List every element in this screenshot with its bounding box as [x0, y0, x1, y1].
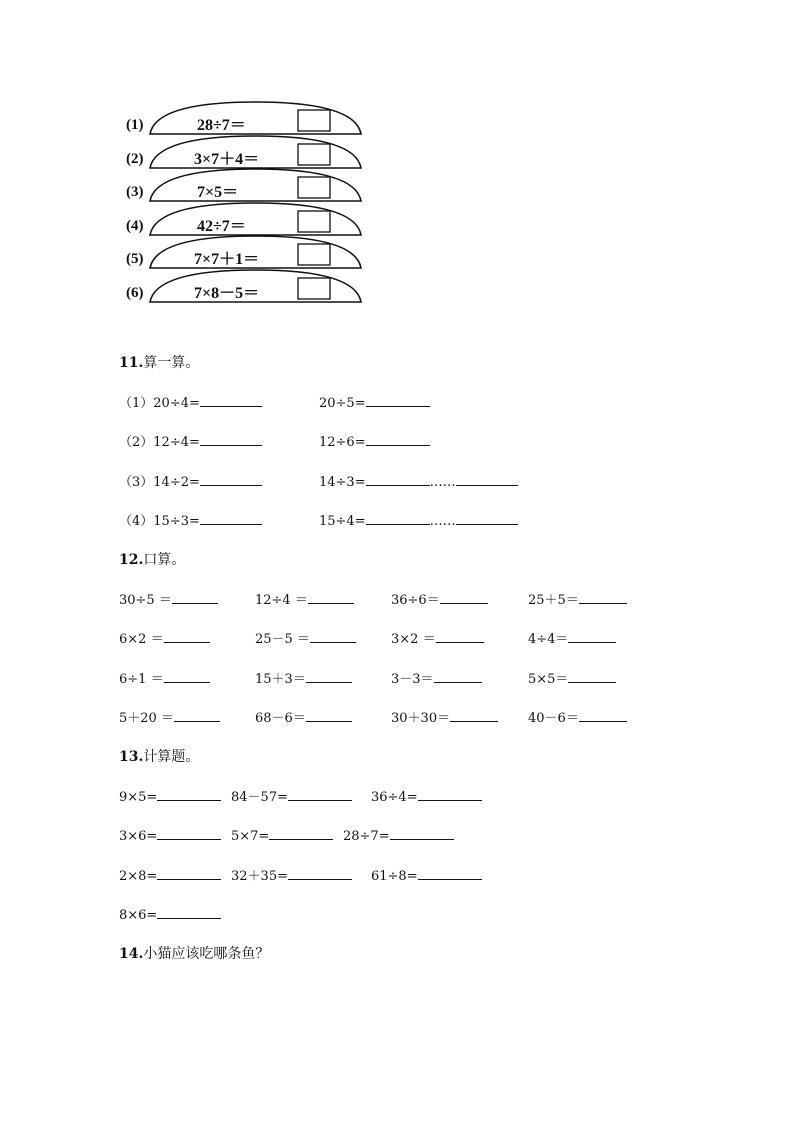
answer-blank[interactable]: [306, 707, 352, 722]
answer-box[interactable]: [298, 278, 330, 299]
calc-item: [371, 865, 482, 884]
answer-blank[interactable]: [200, 510, 262, 525]
answer-blank[interactable]: [579, 589, 627, 604]
bowl-equation: 7×8－5＝: [194, 285, 260, 302]
answer-blank[interactable]: [310, 628, 356, 643]
answer-blank[interactable]: [308, 589, 354, 604]
oral-calc-expr: 5＋20 ＝: [119, 711, 174, 726]
calc-item: [119, 786, 221, 805]
calc-item: [119, 825, 221, 844]
oral-calc-item: [391, 628, 484, 647]
calc-expr: 61÷8=: [371, 869, 418, 884]
answer-box[interactable]: [298, 110, 330, 131]
remainder-dots: ……: [429, 514, 456, 529]
oral-calc-expr: 25－5 ＝: [255, 632, 310, 647]
answer-blank[interactable]: [288, 865, 352, 880]
oral-calc-item: [255, 668, 352, 687]
oral-calc-item: [119, 668, 210, 687]
calc-expr: 32＋35=: [231, 869, 288, 884]
bowls-figure: [0, 0, 794, 320]
oral-calc-item: [255, 707, 352, 726]
bowl-number-label: (2): [126, 151, 144, 167]
oral-calc-item: [391, 589, 488, 608]
calc-item: [231, 865, 352, 884]
q11-row-1a: [119, 392, 262, 411]
answer-blank[interactable]: [288, 786, 352, 801]
answer-blank[interactable]: [366, 431, 430, 446]
answer-blank[interactable]: [436, 628, 484, 643]
bowl-number-label: (3): [126, 184, 144, 200]
oral-calc-item: [119, 628, 210, 647]
answer-blank[interactable]: [418, 786, 482, 801]
oral-calc-item: [528, 707, 627, 726]
answer-box[interactable]: [298, 211, 330, 232]
calc-expr: 5×7=: [231, 829, 270, 844]
answer-blank[interactable]: [157, 904, 221, 919]
bowl-number-label: (5): [126, 251, 144, 267]
oral-calc-item: [255, 589, 354, 608]
answer-blank[interactable]: [157, 825, 221, 840]
answer-blank[interactable]: [450, 707, 498, 722]
answer-blank[interactable]: [200, 392, 262, 407]
oral-calc-expr: 6×2 ＝: [119, 632, 164, 647]
answer-blank[interactable]: [174, 707, 220, 722]
q14-number: 14.: [119, 946, 144, 962]
q11-expr: （4）15÷3=: [119, 514, 200, 529]
calc-item: [231, 825, 333, 844]
oral-calc-expr: 25＋5＝: [528, 593, 579, 608]
answer-blank[interactable]: [418, 865, 482, 880]
q12-title: 口算。: [143, 552, 186, 568]
answer-blank[interactable]: [200, 431, 262, 446]
answer-blank[interactable]: [579, 707, 627, 722]
calc-expr: 28÷7=: [343, 829, 390, 844]
oral-calc-expr: 68－6＝: [255, 711, 306, 726]
oral-calc-expr: 36÷6＝: [391, 593, 440, 608]
q11-expr: （3）14÷2=: [119, 475, 200, 490]
calc-item: [371, 786, 482, 805]
bowl-number-label: (1): [126, 117, 144, 133]
q11-row-2b: [319, 431, 430, 450]
answer-blank[interactable]: [306, 668, 352, 683]
q11-row-1b: [319, 392, 430, 411]
calc-item: [231, 786, 352, 805]
q11-number: 11.: [119, 355, 144, 371]
answer-box[interactable]: [298, 177, 330, 198]
calc-expr: 84－57=: [231, 790, 288, 805]
remainder-blank[interactable]: [456, 471, 518, 486]
q11-expr: （2）12÷4=: [119, 435, 200, 450]
oral-calc-item: [391, 707, 498, 726]
q11-row-3a: [119, 471, 262, 490]
q11-row-4a: [119, 510, 262, 529]
q11-expr: 15÷4=: [319, 514, 366, 529]
calc-expr: 2×8=: [119, 869, 158, 884]
q11-row-4b: [319, 510, 518, 529]
q12-heading: [119, 549, 185, 569]
q11-title: 算一算。: [143, 355, 200, 371]
q13-title: 计算题。: [143, 749, 200, 765]
remainder-dots: ……: [429, 475, 456, 490]
q14-title: 小猫应该吃哪条鱼？: [143, 946, 270, 962]
calc-expr: 9×5=: [119, 790, 158, 805]
q11-expr: 12÷6=: [319, 435, 366, 450]
bowl-number-label: (6): [126, 285, 144, 301]
answer-blank[interactable]: [269, 825, 333, 840]
quotient-blank[interactable]: [366, 471, 430, 486]
bowl-equation: 28÷7＝: [197, 117, 246, 134]
oral-calc-expr: 30＋30＝: [391, 711, 451, 726]
answer-blank[interactable]: [164, 628, 210, 643]
q11-row-3b: [319, 471, 518, 490]
oral-calc-item: [528, 668, 616, 687]
calc-expr: 8×6=: [119, 908, 158, 923]
remainder-blank[interactable]: [456, 510, 518, 525]
answer-blank[interactable]: [164, 668, 210, 683]
answer-blank[interactable]: [390, 825, 454, 840]
bowl-equation: 42÷7＝: [197, 218, 246, 235]
answer-blank[interactable]: [172, 589, 218, 604]
answer-blank[interactable]: [440, 589, 488, 604]
calc-item: [119, 865, 221, 884]
oral-calc-item: [119, 707, 220, 726]
answer-blank[interactable]: [200, 471, 262, 486]
oral-calc-expr: 4÷4＝: [528, 632, 569, 647]
oral-calc-expr: 3－3＝: [391, 672, 434, 687]
q13-heading: [119, 746, 199, 766]
q11-row-2a: [119, 431, 262, 450]
oral-calc-item: [119, 589, 218, 608]
oral-calc-item: [528, 628, 616, 647]
bowl-equation: 3×7＋4＝: [194, 151, 260, 168]
calc-item: [119, 904, 221, 923]
calc-item: [343, 825, 454, 844]
answer-blank[interactable]: [366, 392, 430, 407]
bowl-number-label: (4): [126, 218, 144, 234]
oral-calc-expr: 40－6＝: [528, 711, 579, 726]
oral-calc-expr: 30÷5 ＝: [119, 593, 172, 608]
oral-calc-expr: 3×2 ＝: [391, 632, 436, 647]
bowl-equation: 7×7＋1＝: [194, 251, 260, 268]
oral-calc-expr: 6÷1 ＝: [119, 672, 164, 687]
q11-expr: 14÷3=: [319, 475, 366, 490]
oral-calc-expr: 5×5＝: [528, 672, 569, 687]
q11-heading: [119, 352, 199, 372]
answer-box[interactable]: [298, 244, 330, 265]
q11-expr: 20÷5=: [319, 396, 366, 411]
oral-calc-item: [391, 668, 482, 687]
oral-calc-expr: 12÷4 ＝: [255, 593, 308, 608]
q13-number: 13.: [119, 749, 144, 765]
calc-expr: 3×6=: [119, 829, 158, 844]
answer-box[interactable]: [298, 144, 330, 165]
calc-expr: 36÷4=: [371, 790, 418, 805]
bowl-equation: 7×5＝: [197, 184, 239, 201]
q14-heading: [119, 943, 269, 963]
q12-number: 12.: [119, 552, 144, 568]
oral-calc-item: [528, 589, 627, 608]
answer-blank[interactable]: [157, 786, 221, 801]
oral-calc-expr: 15＋3＝: [255, 672, 306, 687]
answer-blank[interactable]: [157, 865, 221, 880]
q11-expr: （1）20÷4=: [119, 396, 200, 411]
answer-blank[interactable]: [568, 668, 616, 683]
quotient-blank[interactable]: [366, 510, 430, 525]
answer-blank[interactable]: [568, 628, 616, 643]
answer-blank[interactable]: [434, 668, 482, 683]
oral-calc-item: [255, 628, 356, 647]
